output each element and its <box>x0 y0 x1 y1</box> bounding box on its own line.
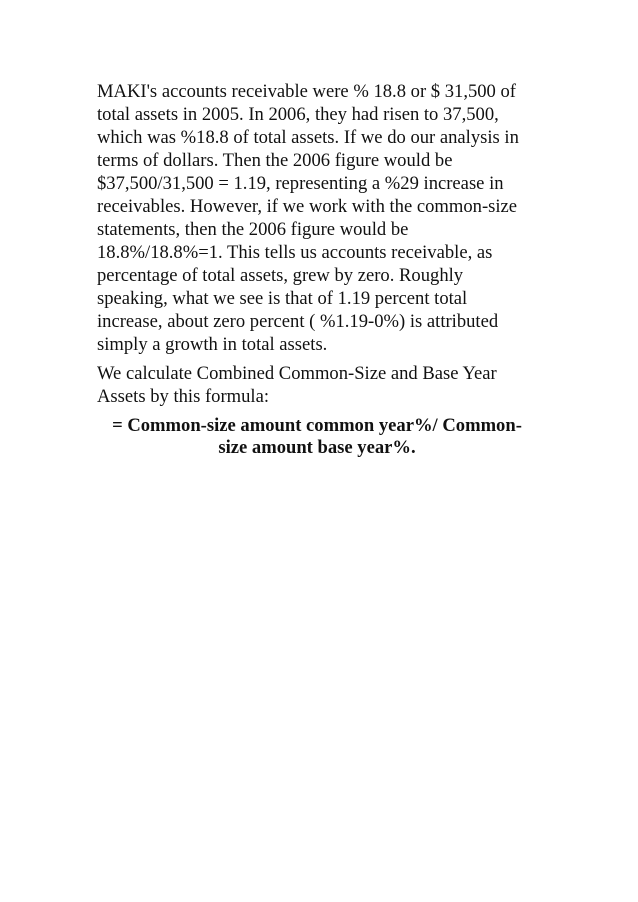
document-body <box>97 80 557 459</box>
formula-line: = Common-size amount common year%/ Common- <box>112 415 522 436</box>
paragraph-receivables-analysis <box>97 80 557 356</box>
text-line: increase, about zero percent ( %1.19-0%) is attributed <box>97 311 499 332</box>
text-line: total assets in 2005. In 2006, they had risen to 37,500, <box>97 104 499 125</box>
formula-line: size amount base year%. <box>218 437 416 458</box>
paragraph-formula-intro <box>97 362 557 408</box>
text-line: Assets by this formula: <box>97 386 269 407</box>
text-line: percentage of total assets, grew by zero. Roughly <box>97 265 464 286</box>
text-line: receivables. However, if we work with the common-size <box>97 196 518 217</box>
formula <box>97 415 537 459</box>
text-line: speaking, what we see is that of 1.19 percent total <box>97 288 468 309</box>
text-line: $37,500/31,500 = 1.19, representing a %29 increase in <box>97 173 504 194</box>
text-line: which was %18.8 of total assets. If we do our analysis in <box>97 127 519 148</box>
text-line: statements, then the 2006 figure would be <box>97 219 409 240</box>
text-line: 18.8%/18.8%=1. This tells us accounts receivable, as <box>97 242 493 263</box>
text-line: We calculate Combined Common-Size and Base Year <box>97 363 497 384</box>
text-line: MAKI's accounts receivable were % 18.8 or $ 31,500 of <box>97 81 516 102</box>
text-line: simply a growth in total assets. <box>97 334 328 355</box>
text-line: terms of dollars. Then the 2006 figure would be <box>97 150 453 171</box>
